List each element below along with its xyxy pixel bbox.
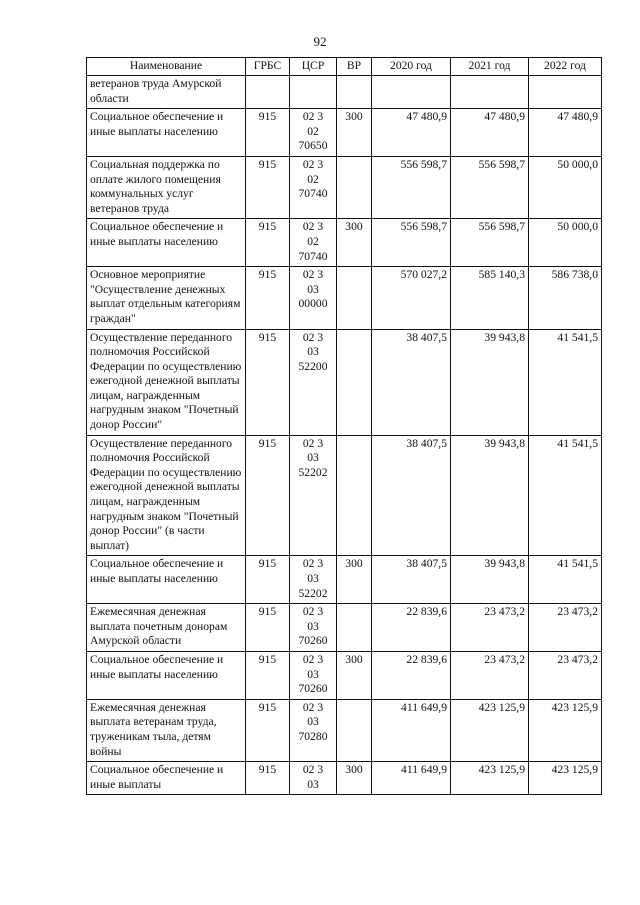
- cell-2020: 570 027,2: [372, 267, 451, 329]
- table-row: [87, 556, 602, 604]
- cell-2020: 22 839,6: [372, 604, 451, 652]
- cell-csr: 02 3 03 52202: [290, 435, 337, 556]
- cell-csr: [290, 76, 337, 109]
- cell-2020: 556 598,7: [372, 219, 451, 267]
- table-row: [87, 604, 602, 652]
- cell-2021: 39 943,8: [451, 556, 529, 604]
- table-row: [87, 435, 602, 556]
- table-body: [87, 76, 602, 795]
- cell-2022: 50 000,0: [529, 156, 602, 218]
- cell-2021: 556 598,7: [451, 156, 529, 218]
- cell-vr: [337, 156, 372, 218]
- header-2022: 2022 год: [529, 58, 602, 76]
- cell-vr: 300: [337, 651, 372, 699]
- cell-grbs: 915: [246, 329, 290, 435]
- cell-vr: 300: [337, 762, 372, 795]
- header-csr: ЦСР: [290, 58, 337, 76]
- cell-2022: 47 480,9: [529, 109, 602, 157]
- cell-vr: [337, 435, 372, 556]
- cell-2022: 423 125,9: [529, 762, 602, 795]
- cell-2022: 41 541,5: [529, 329, 602, 435]
- cell-csr: 02 3 03 52202: [290, 556, 337, 604]
- cell-csr: 02 3 03 70280: [290, 699, 337, 761]
- cell-2020: 411 649,9: [372, 699, 451, 761]
- table-row: [87, 267, 602, 329]
- cell-2021: 423 125,9: [451, 762, 529, 795]
- cell-vr: [337, 76, 372, 109]
- cell-name: Основное мероприятие "Осуществление денежных выплат отдельным категориям граждан": [87, 267, 246, 329]
- cell-vr: 300: [337, 219, 372, 267]
- table-row: [87, 651, 602, 699]
- cell-grbs: 915: [246, 435, 290, 556]
- cell-2021: 39 943,8: [451, 435, 529, 556]
- cell-2020: [372, 76, 451, 109]
- cell-2020: 47 480,9: [372, 109, 451, 157]
- cell-2021: 23 473,2: [451, 651, 529, 699]
- table-row: [87, 699, 602, 761]
- cell-csr: 02 3 03 70260: [290, 651, 337, 699]
- cell-2020: 38 407,5: [372, 435, 451, 556]
- header-vr: ВР: [337, 58, 372, 76]
- cell-grbs: 915: [246, 156, 290, 218]
- cell-name: Осуществление переданного полномочия Российской Федерации по осуществлению ежегодной денежной выплаты лицам, награжденным нагрудным знаком "Почетный донор России" (в части выплат): [87, 435, 246, 556]
- cell-2021: 23 473,2: [451, 604, 529, 652]
- cell-grbs: 915: [246, 219, 290, 267]
- cell-name: Социальное обеспечение и иные выплаты: [87, 762, 246, 795]
- page-number: 92: [313, 34, 327, 49]
- cell-vr: [337, 604, 372, 652]
- cell-2021: 585 140,3: [451, 267, 529, 329]
- cell-name: Осуществление переданного полномочия Российской Федерации по осуществлению ежегодной денежной выплаты лицам, награжденным нагрудным знаком "Почетный донор России": [87, 329, 246, 435]
- cell-name: ветеранов труда Амурской области: [87, 76, 246, 109]
- cell-csr: 02 3 03 70260: [290, 604, 337, 652]
- cell-csr: 02 3 03 52200: [290, 329, 337, 435]
- budget-table: [86, 57, 602, 795]
- cell-2022: 23 473,2: [529, 604, 602, 652]
- header-2021: 2021 год: [451, 58, 529, 76]
- cell-grbs: 915: [246, 109, 290, 157]
- table-row: [87, 156, 602, 218]
- cell-2022: 50 000,0: [529, 219, 602, 267]
- cell-vr: 300: [337, 109, 372, 157]
- table-row: [87, 109, 602, 157]
- cell-2022: 41 541,5: [529, 435, 602, 556]
- cell-csr: 02 3 02 70740: [290, 219, 337, 267]
- cell-2021: 39 943,8: [451, 329, 529, 435]
- cell-2021: 556 598,7: [451, 219, 529, 267]
- cell-vr: [337, 699, 372, 761]
- cell-csr: 02 3 02 70740: [290, 156, 337, 218]
- cell-2022: 41 541,5: [529, 556, 602, 604]
- cell-vr: [337, 329, 372, 435]
- cell-csr: 02 3 02 70650: [290, 109, 337, 157]
- table-row: [87, 329, 602, 435]
- cell-grbs: 915: [246, 267, 290, 329]
- cell-2020: 22 839,6: [372, 651, 451, 699]
- table-row: [87, 219, 602, 267]
- cell-name: Социальное обеспечение и иные выплаты населению: [87, 651, 246, 699]
- cell-name: Социальное обеспечение и иные выплаты населению: [87, 556, 246, 604]
- cell-csr: 02 3 03 00000: [290, 267, 337, 329]
- cell-grbs: 915: [246, 651, 290, 699]
- cell-name: Социальная поддержка по оплате жилого помещения коммунальных услуг ветеранов труда: [87, 156, 246, 218]
- cell-grbs: 915: [246, 604, 290, 652]
- cell-2020: 38 407,5: [372, 556, 451, 604]
- header-2020: 2020 год: [372, 58, 451, 76]
- cell-2020: 411 649,9: [372, 762, 451, 795]
- table-row: [87, 76, 602, 109]
- cell-name: Социальное обеспечение и иные выплаты населению: [87, 219, 246, 267]
- cell-grbs: [246, 76, 290, 109]
- cell-vr: [337, 267, 372, 329]
- cell-2021: 47 480,9: [451, 109, 529, 157]
- cell-2022: 423 125,9: [529, 699, 602, 761]
- cell-2020: 556 598,7: [372, 156, 451, 218]
- cell-name: Ежемесячная денежная выплата почетным донорам Амурской области: [87, 604, 246, 652]
- cell-2021: [451, 76, 529, 109]
- header-grbs: ГРБС: [246, 58, 290, 76]
- cell-name: Социальное обеспечение и иные выплаты населению: [87, 109, 246, 157]
- cell-vr: 300: [337, 556, 372, 604]
- cell-2022: [529, 76, 602, 109]
- cell-2022: 586 738,0: [529, 267, 602, 329]
- cell-grbs: 915: [246, 762, 290, 795]
- header-row: [87, 58, 602, 76]
- cell-2022: 23 473,2: [529, 651, 602, 699]
- cell-grbs: 915: [246, 556, 290, 604]
- table-header: [87, 58, 602, 76]
- table-row: [87, 762, 602, 795]
- cell-csr: 02 3 03: [290, 762, 337, 795]
- header-name: Наименование: [87, 58, 246, 76]
- cell-2020: 38 407,5: [372, 329, 451, 435]
- cell-grbs: 915: [246, 699, 290, 761]
- cell-name: Ежемесячная денежная выплата ветеранам труда, труженикам тыла, детям войны: [87, 699, 246, 761]
- cell-2021: 423 125,9: [451, 699, 529, 761]
